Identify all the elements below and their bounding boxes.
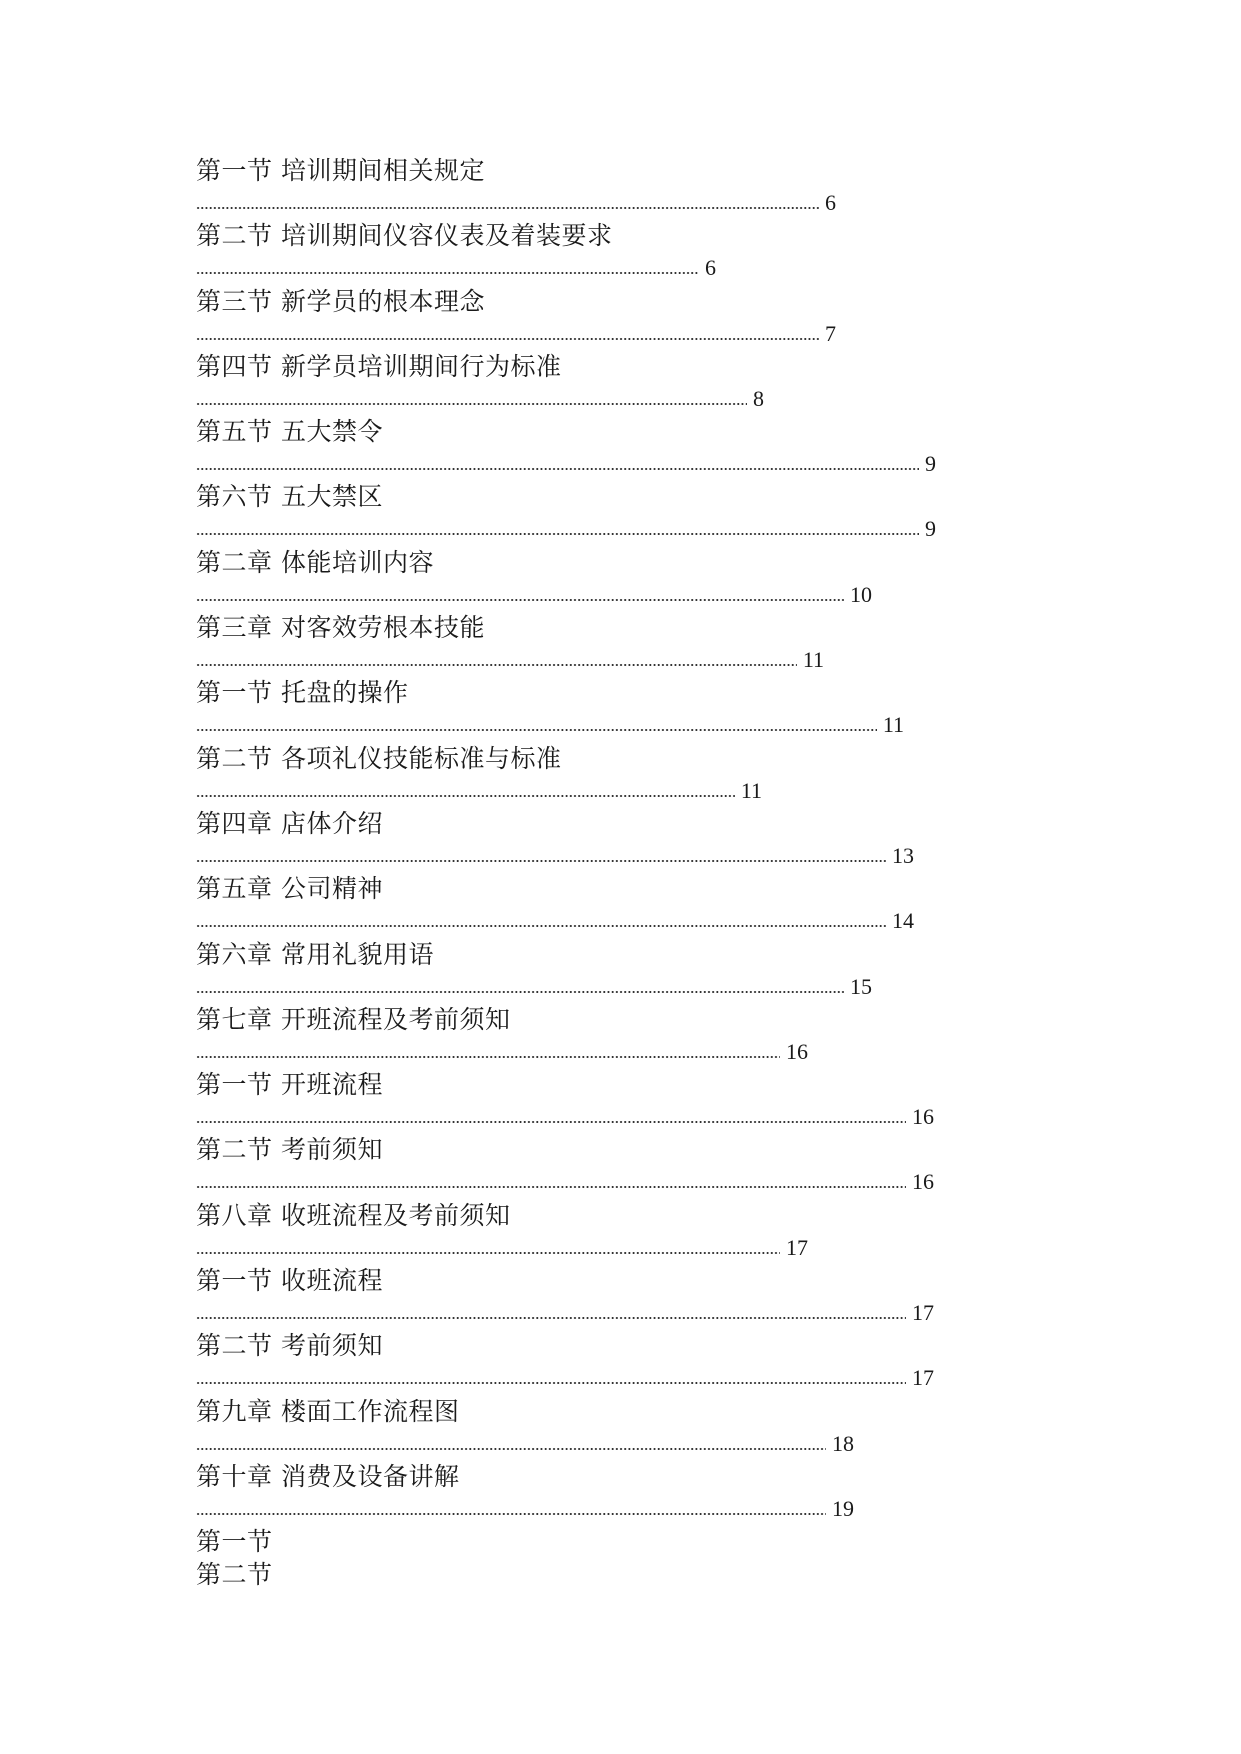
toc-page-number: 19: [832, 1495, 854, 1521]
toc-page-number: 11: [882, 712, 904, 738]
dot-leader: [196, 924, 886, 928]
dot-leader: [196, 1185, 906, 1189]
toc-entry-title: 第七章 开班流程及考前须知: [196, 1004, 511, 1034]
toc-page-number: 16: [912, 1169, 934, 1195]
dot-leader: [196, 337, 819, 341]
toc-leader: [196, 251, 716, 281]
toc-entry-title: 第一节 开班流程: [196, 1070, 383, 1100]
toc-page-number: 9: [925, 516, 936, 542]
dot-leader: [196, 663, 797, 667]
toc-entry[interactable]: [196, 801, 1096, 866]
toc-entry-title: 第三节 新学员的根本理念: [196, 286, 485, 316]
toc-entry-title: 第十章 消费及设备讲解: [196, 1461, 460, 1491]
toc-page-number: 16: [912, 1104, 934, 1130]
toc-leader: [196, 382, 764, 412]
toc-page-number: 11: [740, 777, 762, 803]
toc-page-number: 15: [850, 973, 872, 999]
toc-leader: [196, 1165, 934, 1195]
dot-leader: [196, 1512, 826, 1516]
toc-entry-title: 第六节 五大禁区: [196, 482, 383, 512]
toc-entry-title: 第二节 考前须知: [196, 1331, 383, 1361]
dot-leader: [196, 271, 699, 275]
toc-entry-title: 第二节 考前须知: [196, 1135, 383, 1165]
toc-entry[interactable]: [196, 540, 1096, 605]
toc-page-number: 17: [786, 1234, 808, 1260]
toc-leader: [196, 447, 936, 477]
toc-leader: [196, 512, 936, 542]
toc-page-number: 9: [925, 451, 936, 477]
toc-entry[interactable]: [196, 670, 1096, 738]
toc-leader: [196, 1035, 808, 1065]
toc-leader: [196, 643, 824, 673]
toc-entry[interactable]: [196, 736, 1096, 801]
toc-entry-title: 第四节 新学员培训期间行为标准: [196, 351, 562, 381]
toc-entry[interactable]: [196, 279, 1096, 344]
dot-leader: [196, 1055, 780, 1059]
dot-leader: [196, 1251, 780, 1255]
toc-entry[interactable]: [196, 866, 1096, 934]
toc-entry-title: 第三章 对客效劳根本技能: [196, 613, 485, 643]
dot-leader: [196, 990, 844, 994]
toc-tail-entry[interactable]: 第二节: [196, 1560, 273, 1589]
dot-leader: [196, 1381, 906, 1385]
toc-entry[interactable]: [196, 1127, 1096, 1195]
toc-leader: [196, 1427, 854, 1457]
toc-leader: [196, 578, 872, 608]
toc-entry-title: 第四章 店体介绍: [196, 808, 383, 838]
toc-entry[interactable]: [196, 1454, 1096, 1519]
toc-page-number: 13: [892, 842, 914, 868]
toc-page-number: 11: [802, 647, 824, 673]
toc-entry-title: 第二节 培训期间仪容仪表及着装要求: [196, 221, 613, 251]
toc-entry[interactable]: [196, 1323, 1096, 1391]
toc-page-number: 17: [912, 1300, 934, 1326]
toc-page-number: 18: [832, 1430, 854, 1456]
table-of-contents: [196, 148, 1096, 1519]
toc-leader: [196, 1100, 934, 1130]
toc-leader: [196, 186, 836, 216]
toc-entry[interactable]: [196, 932, 1096, 997]
toc-page-number: 6: [825, 190, 836, 215]
toc-entry-title: 第八章 收班流程及考前须知: [196, 1200, 511, 1230]
toc-entry-title: 第一节 收班流程: [196, 1266, 383, 1296]
toc-leader: [196, 1361, 934, 1391]
dot-leader: [196, 532, 919, 536]
toc-page-number: 16: [786, 1038, 808, 1064]
toc-page-number: 10: [850, 581, 872, 607]
toc-entry[interactable]: [196, 1062, 1096, 1130]
toc-entry[interactable]: [196, 148, 1096, 213]
toc-leader: [196, 839, 914, 869]
toc-page-number: 17: [912, 1365, 934, 1391]
toc-entry[interactable]: [196, 409, 1096, 477]
toc-entry[interactable]: [196, 474, 1096, 542]
toc-leader: [196, 774, 762, 804]
dot-leader: [196, 467, 919, 471]
toc-entry[interactable]: [196, 1389, 1096, 1454]
toc-entry[interactable]: [196, 1258, 1096, 1326]
toc-entry-title: 第九章 楼面工作流程图: [196, 1396, 460, 1426]
toc-entry-title: 第一节 培训期间相关规定: [196, 156, 485, 185]
toc-entry[interactable]: [196, 1193, 1096, 1258]
toc-entry[interactable]: [196, 997, 1096, 1062]
toc-entry-title: 第一节 托盘的操作: [196, 678, 409, 708]
dot-leader: [196, 1120, 906, 1124]
toc-entry-title: 第二节 各项礼仪技能标准与标准: [196, 743, 562, 773]
toc-tail-entry[interactable]: 第一节: [196, 1527, 273, 1556]
toc-leader: [196, 708, 904, 738]
toc-leader: [196, 1296, 934, 1326]
toc-entry-title: 第五节 五大禁令: [196, 417, 383, 447]
toc-leader: [196, 1492, 854, 1522]
dot-leader: [196, 1447, 826, 1451]
toc-page-number: 14: [892, 908, 914, 934]
toc-entry-title: 第五章 公司精神: [196, 874, 383, 904]
dot-leader: [196, 402, 747, 406]
dot-leader: [196, 206, 819, 210]
toc-entry[interactable]: [196, 344, 1096, 409]
dot-leader: [196, 859, 886, 863]
toc-entry[interactable]: [196, 605, 1096, 673]
toc-entry-title: 第二章 体能培训内容: [196, 547, 434, 577]
toc-leader: [196, 317, 836, 347]
toc-page-number: 8: [753, 385, 764, 411]
toc-page-number: 7: [825, 320, 836, 346]
dot-leader: [196, 728, 877, 732]
toc-leader: [196, 970, 872, 1000]
dot-leader: [196, 794, 735, 798]
dot-leader: [196, 1316, 906, 1320]
toc-page-number: 6: [705, 255, 716, 281]
toc-entry-title: 第六章 常用礼貌用语: [196, 939, 434, 969]
dot-leader: [196, 598, 844, 602]
toc-leader: [196, 1231, 808, 1261]
toc-entry[interactable]: [196, 213, 1096, 281]
toc-leader: [196, 904, 914, 934]
